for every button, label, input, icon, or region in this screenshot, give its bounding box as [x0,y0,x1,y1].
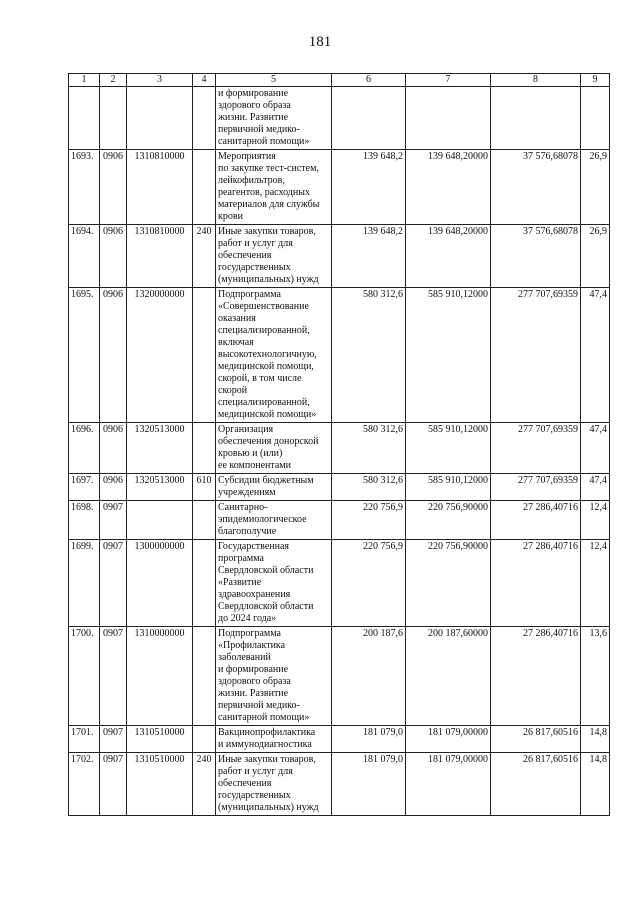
section-code-cell [100,288,127,423]
executed-amount-cell [491,726,581,753]
expense-type-cell [193,540,216,627]
item-name-cell [216,726,332,753]
expense-type-cell [193,423,216,474]
table-header-row [69,74,610,87]
expense-type-text: 240 [196,226,212,237]
executed-amount-text: 26 817,60516 [523,727,578,738]
approved-amount-cell [406,474,491,501]
row-number-text: 1701. [71,727,94,738]
section-code-cell [100,225,127,288]
section-code-cell [100,540,127,627]
planned-amount-cell [332,501,406,540]
column-header: 3 [127,74,193,87]
section-code-text: 0907 [103,727,123,738]
row-number-text: 1697. [71,475,94,486]
row-number-text: 1696. [71,424,94,435]
column-header: 4 [193,74,216,87]
target-code-cell [127,150,193,225]
percent-text: 14,8 [589,727,607,738]
percent-cell [581,288,610,423]
column-header: 8 [491,74,581,87]
column-header: 6 [332,74,406,87]
executed-amount-text: 37 576,68078 [523,151,578,162]
column-header: 7 [406,74,491,87]
approved-amount-text: 200 187,60000 [428,628,488,639]
approved-amount-cell [406,87,491,150]
section-code-text: 0906 [103,424,123,435]
target-code-text: 1310510000 [134,727,185,738]
table-row [69,540,610,627]
row-number-text: 1699. [71,541,94,552]
expense-type-text: 610 [196,475,212,486]
percent-cell [581,627,610,726]
approved-amount-text: 139 648,20000 [428,226,488,237]
table-row [69,753,610,816]
item-name-text: Организация обеспечения донорской кровью и (или) ее компонентами [218,424,319,471]
expense-type-cell [193,288,216,423]
expense-type-cell [193,501,216,540]
target-code-text: 1320513000 [134,424,185,435]
column-header: 5 [216,74,332,87]
item-name-cell [216,501,332,540]
approved-amount-text: 139 648,20000 [428,151,488,162]
approved-amount-text: 181 079,00000 [428,754,488,765]
table-row [69,288,610,423]
target-code-cell [127,288,193,423]
item-name-text: Иные закупки товаров, работ и услуг для обеспечения государственных (муниципальных) нужд [218,226,319,285]
item-name-text: и формирование здорового образа жизни. Развитие первичной медико- санитарной помощи» [218,88,310,147]
expense-type-text: 240 [196,754,212,765]
section-code-text: 0907 [103,754,123,765]
executed-amount-cell [491,87,581,150]
executed-amount-text: 277 707,69359 [518,424,578,435]
row-number-text: 1698. [71,502,94,513]
row-number-cell [69,753,100,816]
approved-amount-text: 181 079,00000 [428,727,488,738]
target-code-cell [127,501,193,540]
item-name-cell [216,288,332,423]
row-number-cell [69,627,100,726]
planned-amount-cell [332,87,406,150]
percent-text: 47,4 [589,289,607,300]
percent-text: 47,4 [589,475,607,486]
executed-amount-text: 27 286,40716 [523,628,578,639]
planned-amount-text: 181 079,0 [363,754,403,765]
section-code-cell [100,726,127,753]
item-name-cell [216,150,332,225]
column-header: 2 [100,74,127,87]
page-number: 181 [308,34,332,50]
table-row [69,423,610,474]
percent-cell [581,225,610,288]
planned-amount-text: 580 312,6 [363,289,403,300]
planned-amount-text: 220 756,9 [363,541,403,552]
table-row [69,501,610,540]
percent-text: 26,9 [589,151,607,162]
approved-amount-cell [406,150,491,225]
section-code-cell [100,150,127,225]
percent-text: 13,6 [589,628,607,639]
planned-amount-cell [332,627,406,726]
approved-amount-text: 220 756,90000 [428,541,488,552]
executed-amount-cell [491,501,581,540]
approved-amount-text: 585 910,12000 [428,289,488,300]
percent-cell [581,423,610,474]
planned-amount-text: 580 312,6 [363,475,403,486]
planned-amount-text: 139 648,2 [363,151,403,162]
percent-text: 14,8 [589,754,607,765]
target-code-text: 1300000000 [134,541,185,552]
planned-amount-text: 580 312,6 [363,424,403,435]
row-number-cell [69,726,100,753]
percent-cell [581,150,610,225]
target-code-cell [127,726,193,753]
target-code-text: 1310810000 [134,151,185,162]
approved-amount-cell [406,540,491,627]
section-code-text: 0907 [103,502,123,513]
section-code-cell [100,501,127,540]
executed-amount-cell [491,423,581,474]
row-number-cell [69,150,100,225]
section-code-cell [100,87,127,150]
planned-amount-cell [332,474,406,501]
row-number-cell [69,225,100,288]
item-name-cell [216,474,332,501]
row-number-text: 1694. [71,226,94,237]
item-name-cell [216,753,332,816]
planned-amount-cell [332,753,406,816]
item-name-cell [216,87,332,150]
planned-amount-cell [332,225,406,288]
section-code-text: 0906 [103,226,123,237]
approved-amount-cell [406,423,491,474]
item-name-cell [216,627,332,726]
row-number-cell [69,501,100,540]
executed-amount-cell [491,627,581,726]
section-code-text: 0906 [103,475,123,486]
section-code-cell [100,423,127,474]
expense-type-cell [193,150,216,225]
approved-amount-text: 585 910,12000 [428,424,488,435]
target-code-cell [127,225,193,288]
section-code-cell [100,474,127,501]
table-row [69,627,610,726]
planned-amount-text: 139 648,2 [363,226,403,237]
executed-amount-cell [491,474,581,501]
planned-amount-cell [332,540,406,627]
item-name-text: Государственная программа Свердловской области «Развитие здравоохранения Свердловской области до 2024 года» [218,541,314,624]
item-name-cell [216,540,332,627]
percent-text: 26,9 [589,226,607,237]
row-number-text: 1695. [71,289,94,300]
percent-cell [581,87,610,150]
target-code-text: 1310000000 [134,628,185,639]
item-name-text: Подпрограмма «Профилактика заболеваний и формирование здорового образа жизни. Развитие первичной медико- санитарной помощи» [218,628,310,723]
executed-amount-cell [491,540,581,627]
expense-type-cell [193,726,216,753]
item-name-text: Субсидии бюджетным учреждениям [218,475,314,498]
expense-type-cell [193,753,216,816]
target-code-text: 1320000000 [134,289,185,300]
executed-amount-cell [491,753,581,816]
section-code-text: 0906 [103,151,123,162]
planned-amount-cell [332,150,406,225]
executed-amount-text: 27 286,40716 [523,502,578,513]
executed-amount-text: 277 707,69359 [518,289,578,300]
section-code-cell [100,753,127,816]
row-number-cell [69,540,100,627]
executed-amount-cell [491,288,581,423]
item-name-text: Вакцинопрофилактика и иммунодиагностика [218,727,316,750]
section-code-text: 0906 [103,289,123,300]
section-code-text: 0907 [103,628,123,639]
row-number-cell [69,423,100,474]
target-code-text: 1320513000 [134,475,185,486]
expense-type-cell [193,225,216,288]
target-code-text: 1310810000 [134,226,185,237]
row-number-cell [69,288,100,423]
item-name-text: Санитарно- эпидемиологическое благополучие [218,502,307,537]
percent-cell [581,474,610,501]
target-code-cell [127,474,193,501]
planned-amount-cell [332,726,406,753]
target-code-cell [127,87,193,150]
budget-table [68,73,610,816]
table-row [69,87,610,150]
planned-amount-cell [332,423,406,474]
approved-amount-text: 585 910,12000 [428,475,488,486]
approved-amount-cell [406,627,491,726]
expense-type-cell [193,87,216,150]
percent-text: 12,4 [589,541,607,552]
executed-amount-cell [491,225,581,288]
approved-amount-cell [406,726,491,753]
approved-amount-cell [406,753,491,816]
item-name-cell [216,423,332,474]
row-number-cell [69,87,100,150]
item-name-text: Иные закупки товаров, работ и услуг для обеспечения государственных (муниципальных) нужд [218,754,319,813]
executed-amount-cell [491,150,581,225]
section-code-cell [100,627,127,726]
planned-amount-text: 181 079,0 [363,727,403,738]
column-header: 1 [69,74,100,87]
approved-amount-text: 220 756,90000 [428,502,488,513]
percent-text: 47,4 [589,424,607,435]
approved-amount-cell [406,225,491,288]
percent-cell [581,540,610,627]
table-row [69,474,610,501]
table-row [69,225,610,288]
table-row [69,726,610,753]
item-name-text: Подпрограмма «Совершенствование оказания специализированной, включая высокотехнологичную, медицинской помощи, скорой, в том числе скорой специализированной, медицинской помощи» [218,289,317,420]
executed-amount-text: 277 707,69359 [518,475,578,486]
target-code-cell [127,627,193,726]
target-code-cell [127,540,193,627]
item-name-cell [216,225,332,288]
executed-amount-text: 26 817,60516 [523,754,578,765]
row-number-text: 1702. [71,754,94,765]
expense-type-cell [193,474,216,501]
approved-amount-cell [406,288,491,423]
expense-type-cell [193,627,216,726]
executed-amount-text: 37 576,68078 [523,226,578,237]
percent-text: 12,4 [589,502,607,513]
target-code-cell [127,753,193,816]
column-header: 9 [581,74,610,87]
approved-amount-cell [406,501,491,540]
table-body [69,87,610,816]
table-row [69,150,610,225]
planned-amount-text: 200 187,6 [363,628,403,639]
target-code-cell [127,423,193,474]
target-code-text: 1310510000 [134,754,185,765]
item-name-text: Мероприятия по закупке тест-систем, лейкофильтров, реагентов, расходных материалов для службы крови [218,151,320,222]
percent-cell [581,753,610,816]
planned-amount-cell [332,288,406,423]
executed-amount-text: 27 286,40716 [523,541,578,552]
section-code-text: 0907 [103,541,123,552]
row-number-text: 1700. [71,628,94,639]
row-number-cell [69,474,100,501]
percent-cell [581,726,610,753]
row-number-text: 1693. [71,151,94,162]
planned-amount-text: 220 756,9 [363,502,403,513]
percent-cell [581,501,610,540]
